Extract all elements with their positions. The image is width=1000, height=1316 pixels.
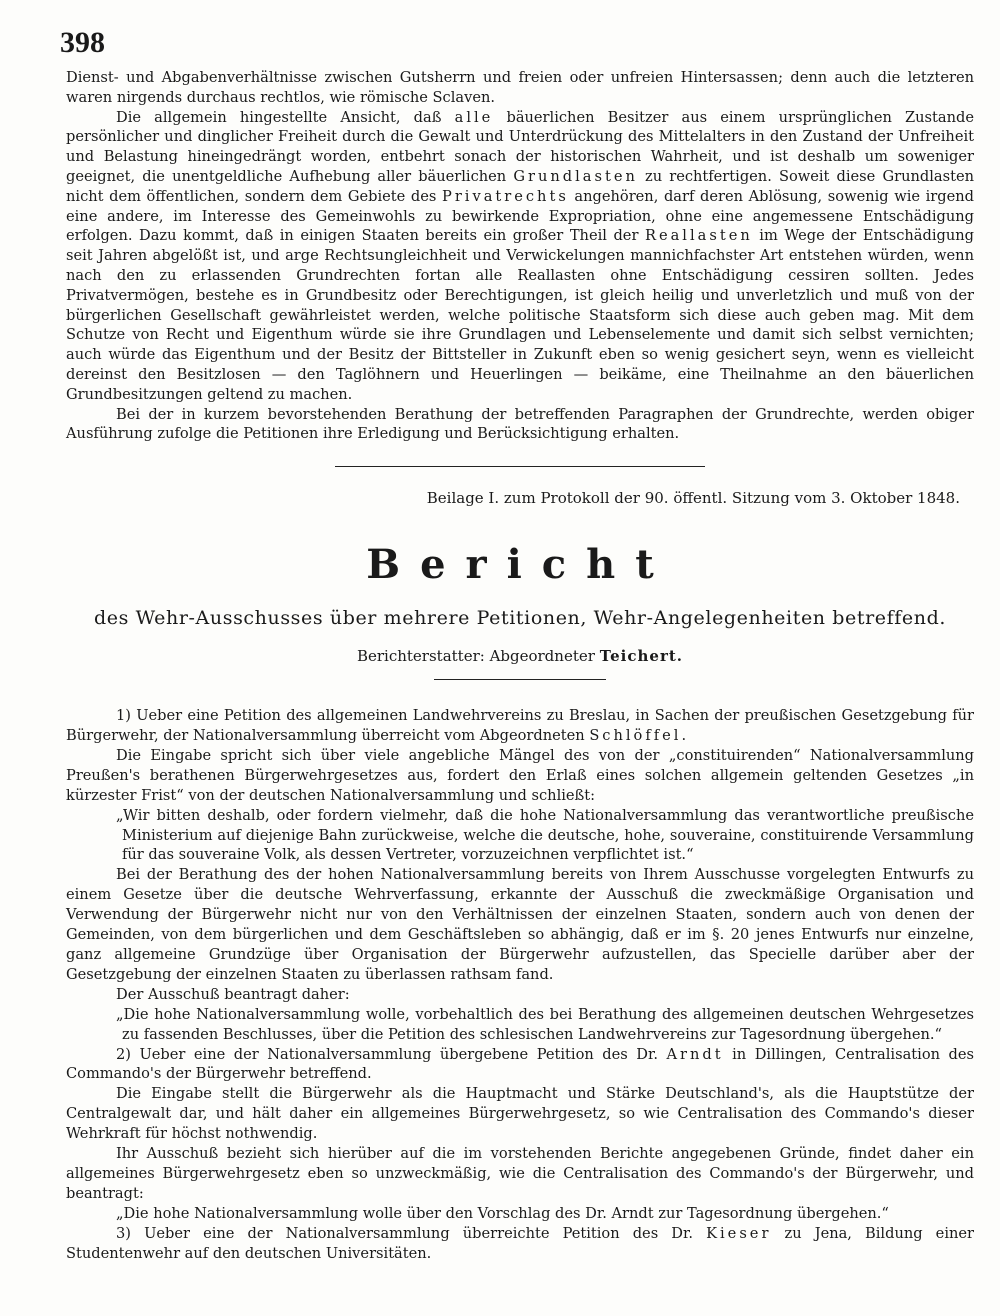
paragraph: Die allgemein hingestellte Ansicht, daß alle bäuerlichen Besitzer aus einem ursprünglichen Zustande persönlicher und dinglicher Freiheit durch die Gewalt und Unterdrückung des Mittelalters in den Zustand der Unfreiheit und Belastung hineingedrängt worden, entbehrt sonach der historischen Wahrheit, und ist deshalb um soweniger geeignet, die unentgeldliche Aufhebung aller bäuerlichen Grundlasten zu rechtfertigen. Soweit diese Grundlasten nicht dem öffentlichen, sondern dem Gebiete des Privatrechts angehören, darf deren Ablösung, sowenig wie irgend eine andere, im Interesse des Gemeinwohls zu bewirkende Expropriation, ohne eine angemessene Entschädigung erfolgen. Dazu kommt, daß in einigen Staaten bereits ein großer Theil der Reallasten im Wege der Entschädigung seit Jahren abgelößt ist, und arge Rechtsungleichheit und Verwickelungen mannichfachster Art entstehen würden, wenn nach den zu erlassenden Grundrechten fortan alle Reallasten ohne Entschädigung cessiren sollten. Jedes Privatvermögen, bestehe es in Grundbesitz oder Berechtigungen, ist gleich heilig und unverletzlich und muß von der bürgerlichen Gesellschaft gewährleistet werden, welche politische Staatsform sich diese auch geben mag. Mit dem Schutze von Recht und Eigenthum würde sie ihre Grundlagen und Lebenselemente und damit sich selbst vernichten; auch würde das Eigenthum und der Besitz der Bittsteller in Zukunft eben so wenig gesichert seyn, wenn es vielleicht dereinst den Besitzlosen — den Taglöhnern und Heuerlingen — beikäme, eine Theilnahme an den bäuerlichen Grundbesitzungen geltend zu machen. <box>66 108 974 403</box>
section-grundlasten <box>66 68 974 444</box>
beilage-line: Beilage I. zum Protokoll der 90. öffentl. Sitzung vom 3. Oktober 1848. <box>426 489 960 508</box>
page <box>60 26 974 1264</box>
paragraph: Bei der Berathung des der hohen Nationalversammlung bereits von Ihrem Ausschusse vorgelegten Entwurfs zu einem Gesetze über die deutsche Wehrverfassung, erkannte der Ausschuß die zweckmäßige Organisation und Verwendung der Bürgerwehr nicht nur von den Verhältnissen der einzelnen Staaten, sondern auch von denen der Gemeinden, von dem bürgerlichen und dem Geschäftsleben so abhängig, daß er im §. 20 jenes Entwurfs nur einzelne, ganz allgemeine Grundzüge über Organisation der Bürgerwehr aufzustellen, das Specielle darüber aber der Gesetzgebung der einzelnen Staaten zu überlassen rathsam fand. <box>66 866 974 983</box>
petition-1: 1) Ueber eine Petition des allgemeinen Landwehrvereins zu Breslau, in Sachen der preußischen Gesetzgebung für Bürgerwehr, der Nationalversammlung überreicht vom Abgeordneten Schlöffel. <box>66 707 974 745</box>
report-subtitle: des Wehr-Ausschusses über mehrere Petitionen, Wehr-Angelegenheiten betreffend. <box>94 607 946 630</box>
divider <box>434 679 606 680</box>
paragraph: Bei der in kurzem bevorstehenden Berathung der betreffenden Paragraphen der Grundrechte, werden obiger Ausführung zufolge die Petitionen ihre Erledigung und Berücksichtigung erhalten. <box>66 405 974 443</box>
petition-3: 3) Ueber eine der Nationalversammlung überreichte Petition des Dr. Kieser zu Jena, Bildung einer Studentenwehr auf den deutschen Universitäten. <box>66 1224 974 1262</box>
quote: „Wir bitten deshalb, oder fordern vielmehr, daß die hohe Nationalversammlung das verantwortliche preußische Ministerium auf diejenige Bahn zurückweise, welche die deutsche, hohe, souveraine, constituirende Versammlung für das souveraine Volk, als dessen Vertreter, vorzuzeichnen verpflichtet ist.“ <box>116 806 974 864</box>
report-title: Bericht <box>366 541 674 589</box>
section-petitions <box>66 706 974 1263</box>
petition-2: 2) Ueber eine der Nationalversammlung übergebene Petition des Dr. Arndt in Dillingen, Centralisation des Commando's der Bürgerwehr betreffend. <box>66 1045 974 1083</box>
paragraph: Dienst- und Abgabenverhältnisse zwischen Gutsherrn und freien oder unfreien Hintersassen; denn auch die letzteren waren nirgends durchaus rechtlos, wie römische Sclaven. <box>66 69 974 106</box>
paragraph: Die Eingabe spricht sich über viele angebliche Mängel des von der „constituirenden“ Nationalversammlung Preußen's berathenen Bürgerwehrgesetzes aus, fordert den Erlaß eines solchen allgemein geltenden Gesetzes „in kürzester Frist“ von der deutschen Nationalversammlung und schließt: <box>66 746 974 804</box>
paragraph: Die Eingabe stellt die Bürgerwehr als die Hauptmacht und Stärke Deutschland's, als die Hauptstütze der Centralgewalt dar, und hält daher ein allgemeines Bürgerwehrgesetz, so wie Centralisation des Commando's dieser Wehrkraft für höchst nothwendig. <box>66 1085 974 1143</box>
paragraph: Ihr Ausschuß bezieht sich hierüber auf die im vorstehenden Berichte angegebenen Gründe, findet daher ein allgemeines Bürgerwehrgesetz eben so unzweckmäßig, wie die Centralisation des Commando's der Bürgerwehr, und beantragt: <box>66 1145 974 1202</box>
quote: „Die hohe Nationalversammlung wolle über den Vorschlag des Dr. Arndt zur Tagesordnung übergehen.“ <box>116 1204 889 1222</box>
paragraph: Der Ausschuß beantragt daher: <box>116 985 350 1003</box>
reporter-line: Berichterstatter: Abgeordneter Teichert. <box>356 647 684 666</box>
quote: „Die hohe Nationalversammlung wolle, vorbehaltlich des bei Berathung des allgemeinen deutschen Wehrgesetzes zu fassenden Beschlusses, über die Petition des schlesischen Landwehrvereins zur Tagesordnung übergehen.“ <box>116 1005 974 1043</box>
reporter-name: Teichert. <box>599 647 684 666</box>
page-number: 398 <box>60 26 105 59</box>
divider <box>335 466 705 467</box>
